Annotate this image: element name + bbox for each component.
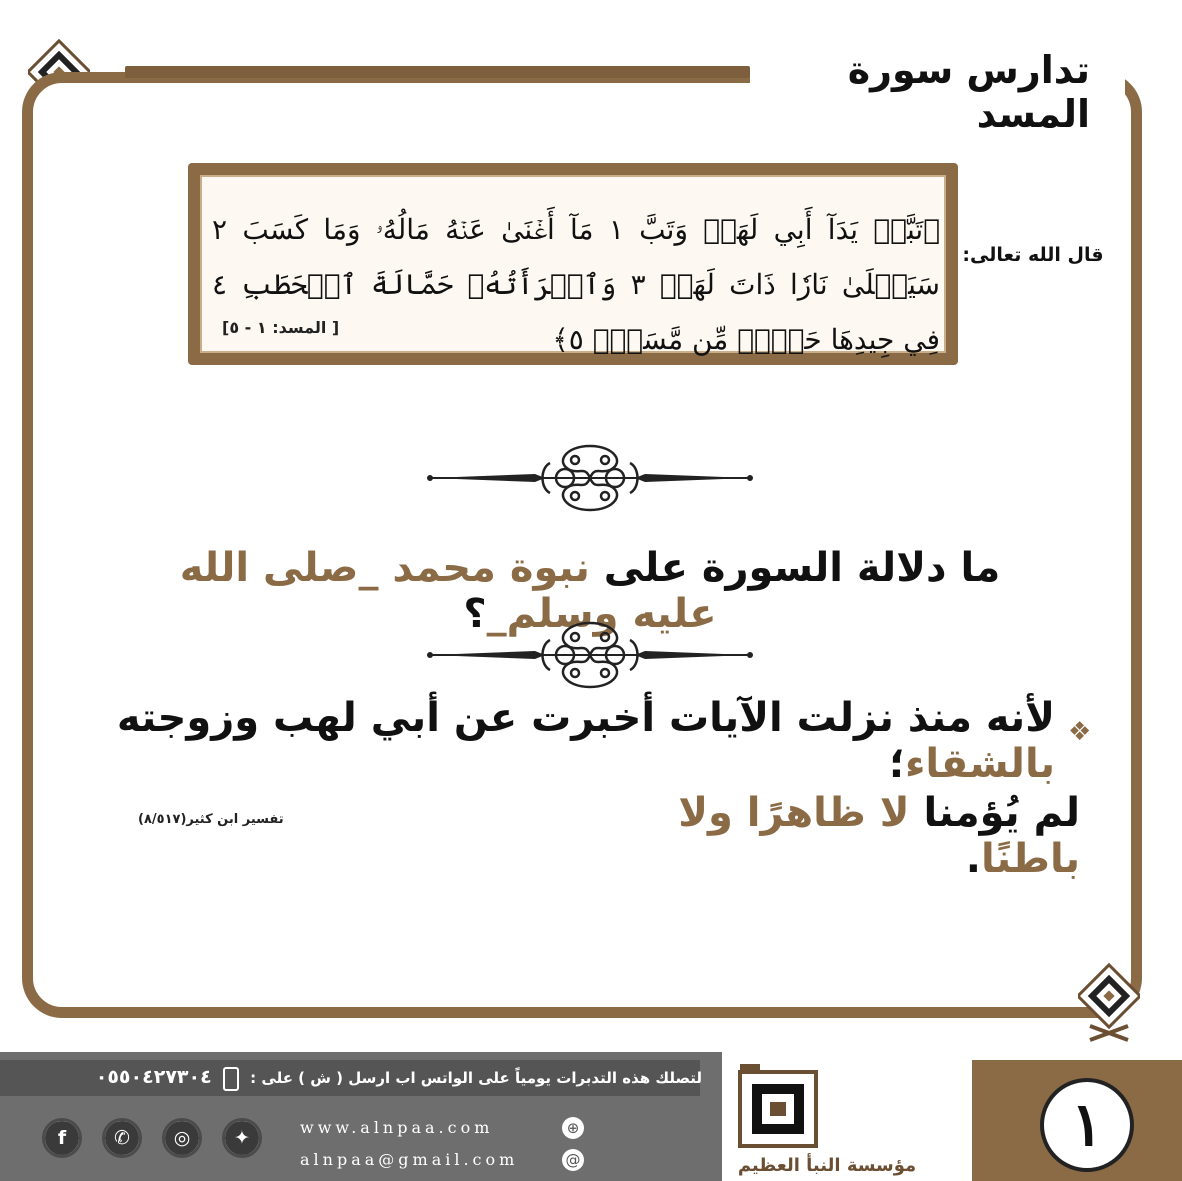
title-bar <box>125 66 750 78</box>
website-link[interactable]: www.alnpaa.com <box>300 1118 494 1137</box>
question-highlight: نبوة محمد _صلى الله عليه وسلم_ <box>179 545 717 637</box>
verse-intro: قال الله تعالى: <box>962 244 1104 266</box>
phone-number[interactable]: ٠٥٥٠٤٢٧٣٠٤ <box>95 1066 212 1088</box>
page-title: تدارس سورة المسد <box>847 48 1090 136</box>
instagram-icon[interactable]: ◎ <box>162 1118 202 1158</box>
phone-icon <box>223 1067 239 1091</box>
organization-name: مؤسسة النبأ العظيم <box>737 1155 917 1176</box>
question-text: ما دلالة السورة على <box>589 545 1001 591</box>
question-mark: ؟ <box>463 591 487 637</box>
twitter-icon[interactable]: ✦ <box>222 1118 262 1158</box>
answer-text: لم يُؤمنا <box>909 790 1080 836</box>
source-citation: تفسير ابن كثير(٨/٥١٧) <box>138 812 284 827</box>
verse-reference: [ المسد: ١ - ٥] <box>222 318 340 337</box>
page-number-badge <box>1040 1078 1134 1172</box>
whatsapp-contact <box>12 1066 702 1091</box>
answer-highlight: لا ظاهرًا ولا باطنًا <box>678 790 1080 882</box>
answer-punct: . <box>965 836 981 882</box>
answer-punct: ؛ <box>888 741 905 787</box>
whatsapp-icon[interactable]: ✆ <box>102 1118 142 1158</box>
contact-text: لتصلك هذه التدبرات يومياً على الواتس اب ارسل ( ش ) على : <box>250 1069 702 1087</box>
facebook-icon[interactable]: f <box>42 1118 82 1158</box>
corner-logo-bottom-icon <box>1078 962 1140 1042</box>
ornament-divider-icon <box>425 615 755 695</box>
at-icon: @ <box>562 1149 584 1171</box>
organization-logo-icon <box>738 1062 818 1152</box>
answer-highlight: بالشقاء <box>904 741 1055 787</box>
globe-icon: ⊕ <box>562 1117 584 1139</box>
answer-line-1 <box>100 695 1055 787</box>
ornament-divider-icon <box>425 438 755 518</box>
email-link[interactable]: alnpaa@gmail.com <box>300 1150 519 1169</box>
page-number: ١ <box>1070 1090 1104 1160</box>
quran-verse: ﴿تَبَّتۡ يَدَآ أَبِي لَهَبٖ وَتَبَّ ١ مَآ أَغۡنَىٰ عَنۡهُ مَالُهُۥ وَمَا كَسَبَ ٢ سَيَصۡلَىٰ نَارٗا ذَاتَ لَهَبٖ ٣ وَٱمۡرَأَتُهُۥ حَمَّالَةَ ٱلۡحَطَبِ ٤ فِي جِيدِهَا حَبۡلٞ مِّن مَّسَدِۭ ٥﴾ <box>212 213 941 356</box>
answer-line-2 <box>590 790 1080 882</box>
answer-text: لأنه منذ نزلت الآيات أخبرت عن أبي لهب وزوجته <box>116 695 1055 741</box>
bullet-icon: ❖ <box>1068 717 1092 747</box>
